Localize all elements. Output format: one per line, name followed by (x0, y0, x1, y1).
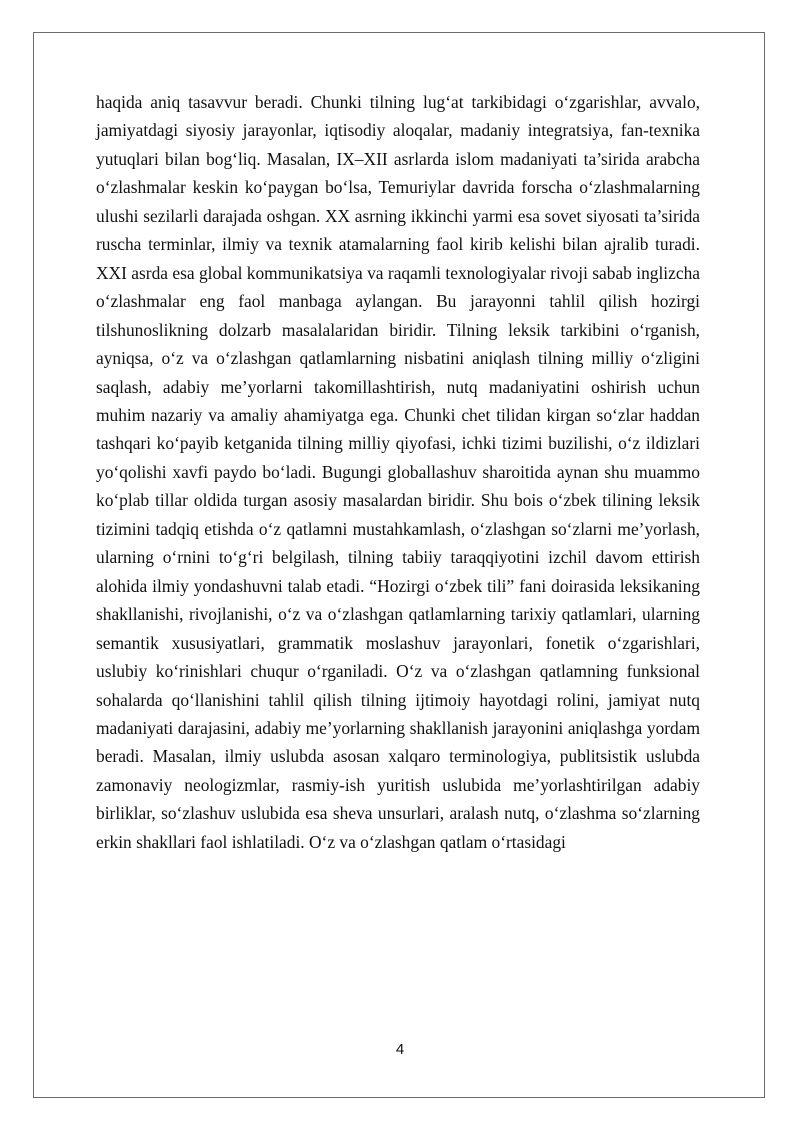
body-paragraph: haqida aniq tasavvur beradi. Chunki tilning lug‘at tarkibidagi o‘zgarishlar, avvalo, jamiyatdagi siyosiy jarayonlar, iqtisodiy aloqalar, madaniy integratsiya, fan-texnika yutuqlari bilan bog‘liq. Masalan, IX–XII asrlarda islom madaniyati ta’sirida arabcha o‘zlashmalar keskin ko‘paygan bo‘lsa, Temuriylar davrida forscha o‘zlashmalarning ulushi sezilarli darajada oshgan. XX asrning ikkinchi yarmi esa sovet siyosati ta’sirida ruscha terminlar, ilmiy va texnik atamalarning faol kirib kelishi bilan ajralib turadi. XXI asrda esa global kommunikatsiya va raqamli texnologiyalar rivoji sabab inglizcha o‘zlashmalar eng faol manbaga aylangan. Bu jarayonni tahlil qilish hozirgi tilshunoslikning dolzarb masalalaridan biridir. Tilning leksik tarkibini o‘rganish, ayniqsa, o‘z va o‘zlashgan qatlamlarning nisbatini aniqlash tilning milliy o‘zligini saqlash, adabiy me’yorlarni takomillashtirish, nutq madaniyatini oshirish uchun muhim nazariy va amaliy ahamiyatga ega. Chunki chet tilidan kirgan so‘zlar haddan tashqari ko‘payib ketganida tilning milliy qiyofasi, ichki tizimi buzilishi, o‘z ildizlari yo‘qolishi xavfi paydo bo‘ladi. Bugungi globallashuv sharoitida aynan shu muammo ko‘plab tillar oldida turgan asosiy masalardan biridir. Shu bois o‘zbek tilining leksik tizimini tadqiq etishda o‘z qatlamni mustahkamlash, o‘zlashgan so‘zlarni me’yorlash, ularning o‘rnini to‘g‘ri belgilash, tilning tabiiy taraqqiyotini izchil davom ettirish alohida ilmiy yondashuvni talab etadi. “Hozirgi o‘zbek tili” fani doirasida leksikaning shakllanishi, rivojlanishi, o‘z va o‘zlashgan qatlamlarning tarixiy qatlamlari, ularning semantik xususiyatlari, grammatik moslashuv jarayonlari, fonetik o‘zgarishlari, uslubiy ko‘rinishlari chuqur o‘rganiladi. O‘z va o‘zlashgan qatlamning funksional sohalarda qo‘llanishini tahlil qilish tilning ijtimoiy hayotdagi rolini, jamiyat nutq madaniyati darajasini, adabiy me’yorlarning shakllanish jarayonini aniqlashga yordam beradi. Masalan, ilmiy uslubda asosan xalqaro terminologiya, publitsistik uslubda zamonaviy neologizmlar, rasmiy-ish yuritish uslubida me’yorlashtirilgan adabiy birliklar, so‘zlashuv uslubida esa sheva unsurlari, aralash nutq, o‘zlashma so‘zlarning erkin shakllari faol ishlatiladi. O‘z va o‘zlashgan qatlam o‘rtasidagi (96, 92, 700, 852)
page-number: 4 (395, 1041, 405, 1058)
